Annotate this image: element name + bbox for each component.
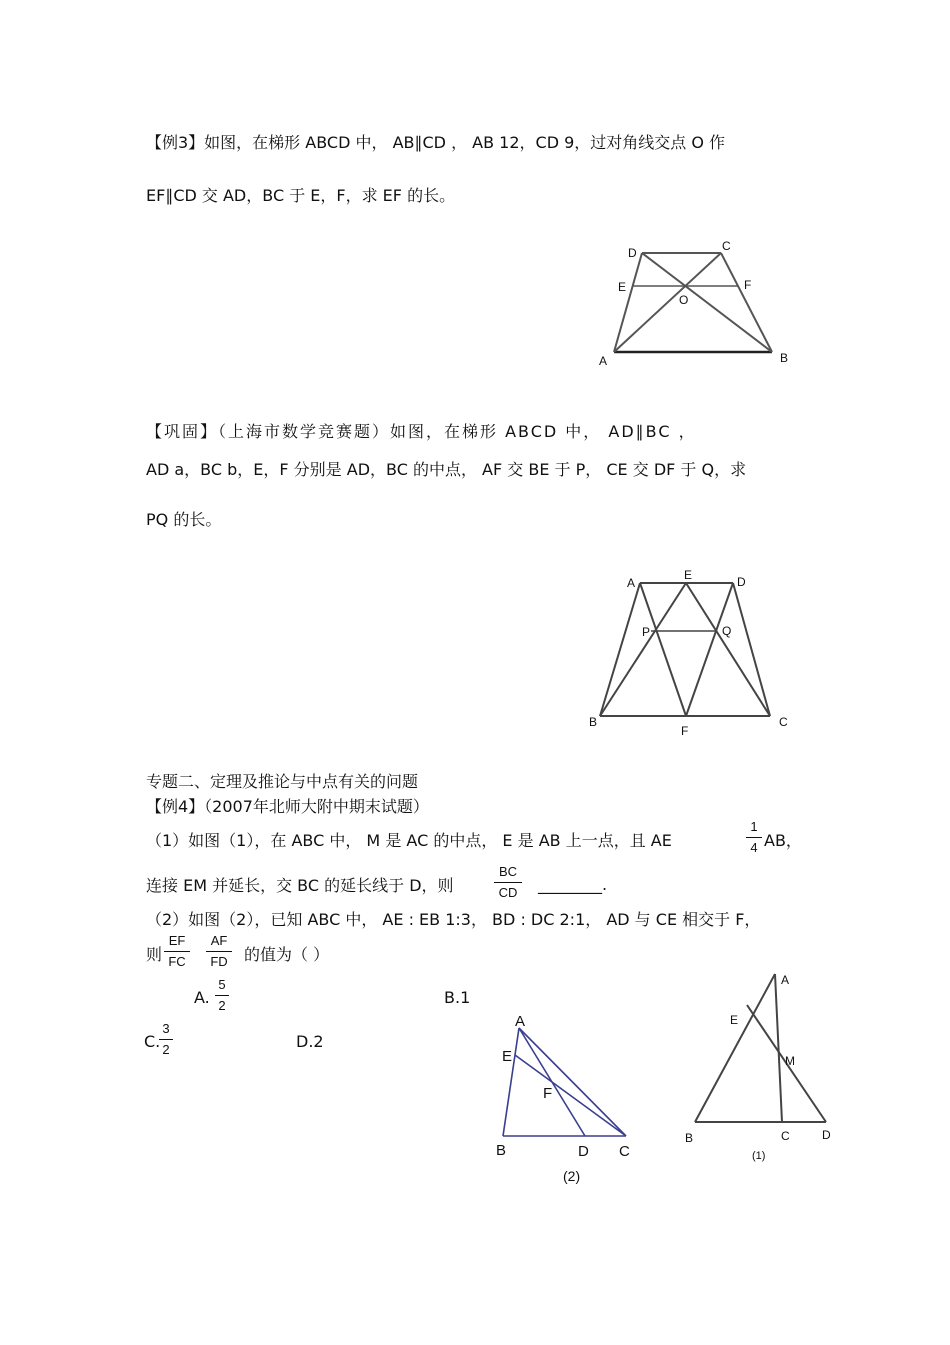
q2-text-c: 的值为（ ）: [244, 945, 330, 964]
topic2-heading: 专题二、定理及推论与中点有关的问题: [146, 772, 419, 791]
ex3-line1: 【例3】如图，在梯形 ABCD 中， AB∥CD ， AB 12，CD 9，过对角线交点 O 作: [146, 133, 726, 152]
ex3-line2: EF∥CD 交 AD，BC 于 E，F，求 EF 的长。: [146, 186, 456, 205]
triangle-figure-2: [490, 1010, 640, 1185]
frac-denominator: FC: [168, 954, 186, 969]
frac-numerator: AF: [210, 933, 228, 948]
label-M: M: [785, 1054, 795, 1068]
option-c-fraction: [159, 1020, 173, 1059]
q2-text-b: 则: [146, 945, 163, 964]
frac-numerator: 5: [218, 977, 226, 992]
trapezoid-figure-ex3: [590, 235, 800, 375]
trapezoid-figure-consolidate: [585, 565, 795, 745]
label-F: F: [543, 1085, 553, 1102]
label-D: D: [822, 1128, 831, 1142]
option-c-label: C.: [144, 1032, 161, 1051]
q1-frac-denominator: 4: [750, 840, 758, 855]
option-b: B.1: [444, 988, 471, 1007]
q1-text-c: 连接 EM 并延长，交 BC 的延长线于 D，则: [146, 876, 454, 895]
q1-text-b: AB，: [764, 831, 802, 850]
figure-caption: (2): [563, 1168, 581, 1184]
label-B: B: [780, 351, 789, 365]
consolidate-line1: 【巩固】（上海市数学竞赛题）如图，在梯形 ABCD 中， AD∥BC ，: [146, 422, 697, 441]
consolidate-line2: AD a，BC b，E，F 分别是 AD，BC 的中点， AF 交 BE 于 P， CE 交 DF 于 Q，求: [146, 460, 747, 479]
label-C: C: [779, 715, 788, 729]
frac-numerator: 3: [162, 1021, 170, 1036]
frac-denominator: CD: [498, 885, 518, 900]
label-C: C: [722, 239, 731, 253]
label-A: A: [599, 354, 608, 368]
label-B: B: [496, 1142, 507, 1159]
label-F: F: [744, 278, 752, 292]
label-E: E: [730, 1013, 739, 1027]
option-a-fraction: [215, 976, 229, 1015]
label-B: B: [685, 1131, 694, 1145]
label-O: O: [679, 293, 689, 307]
frac-denominator: FD: [210, 954, 228, 969]
q1-fraction-bc-cd: [494, 863, 522, 902]
label-C: C: [619, 1143, 630, 1160]
label-C: C: [781, 1129, 790, 1143]
label-A: A: [515, 1013, 526, 1030]
label-D: D: [737, 575, 746, 589]
label-F: F: [681, 724, 689, 738]
q2-text-a: （2）如图（2），已知 ABC 中， AE : EB 1:3， BD : DC 2:1， AD 与 CE 相交于 F，: [146, 910, 761, 929]
q1-text-a: （1）如图（1），在 ABC 中， M 是 AC 的中点， E 是 AB 上一点，且 AE: [146, 831, 672, 850]
frac-denominator: 2: [218, 998, 226, 1013]
label-A: A: [781, 973, 790, 987]
label-D: D: [628, 246, 637, 260]
label-P: P: [642, 625, 651, 639]
frac-denominator: 2: [162, 1042, 170, 1057]
frac-numerator: BC: [498, 864, 518, 879]
label-D: D: [578, 1143, 589, 1160]
option-d: D.2: [296, 1032, 324, 1051]
label-B: B: [589, 715, 598, 729]
triangle-figure-1: [680, 965, 840, 1165]
q1-fraction: [746, 818, 762, 857]
label-E: E: [502, 1048, 513, 1065]
q1-answer-blank: ________.: [538, 875, 608, 894]
label-A: A: [627, 576, 636, 590]
q2-fraction-ef-fc: [164, 932, 190, 971]
consolidate-line3: PQ 的长。: [146, 510, 222, 529]
label-Q: Q: [722, 624, 732, 638]
label-E: E: [684, 568, 693, 582]
figure-caption: (1): [752, 1150, 766, 1162]
frac-numerator: EF: [168, 933, 186, 948]
q2-fraction-af-fd: [206, 932, 232, 971]
option-a-label: A.: [194, 988, 210, 1007]
label-E: E: [618, 280, 627, 294]
ex4-title: 【例4】（2007年北师大附中期末试题）: [146, 797, 429, 816]
q1-frac-numerator: 1: [750, 819, 758, 834]
